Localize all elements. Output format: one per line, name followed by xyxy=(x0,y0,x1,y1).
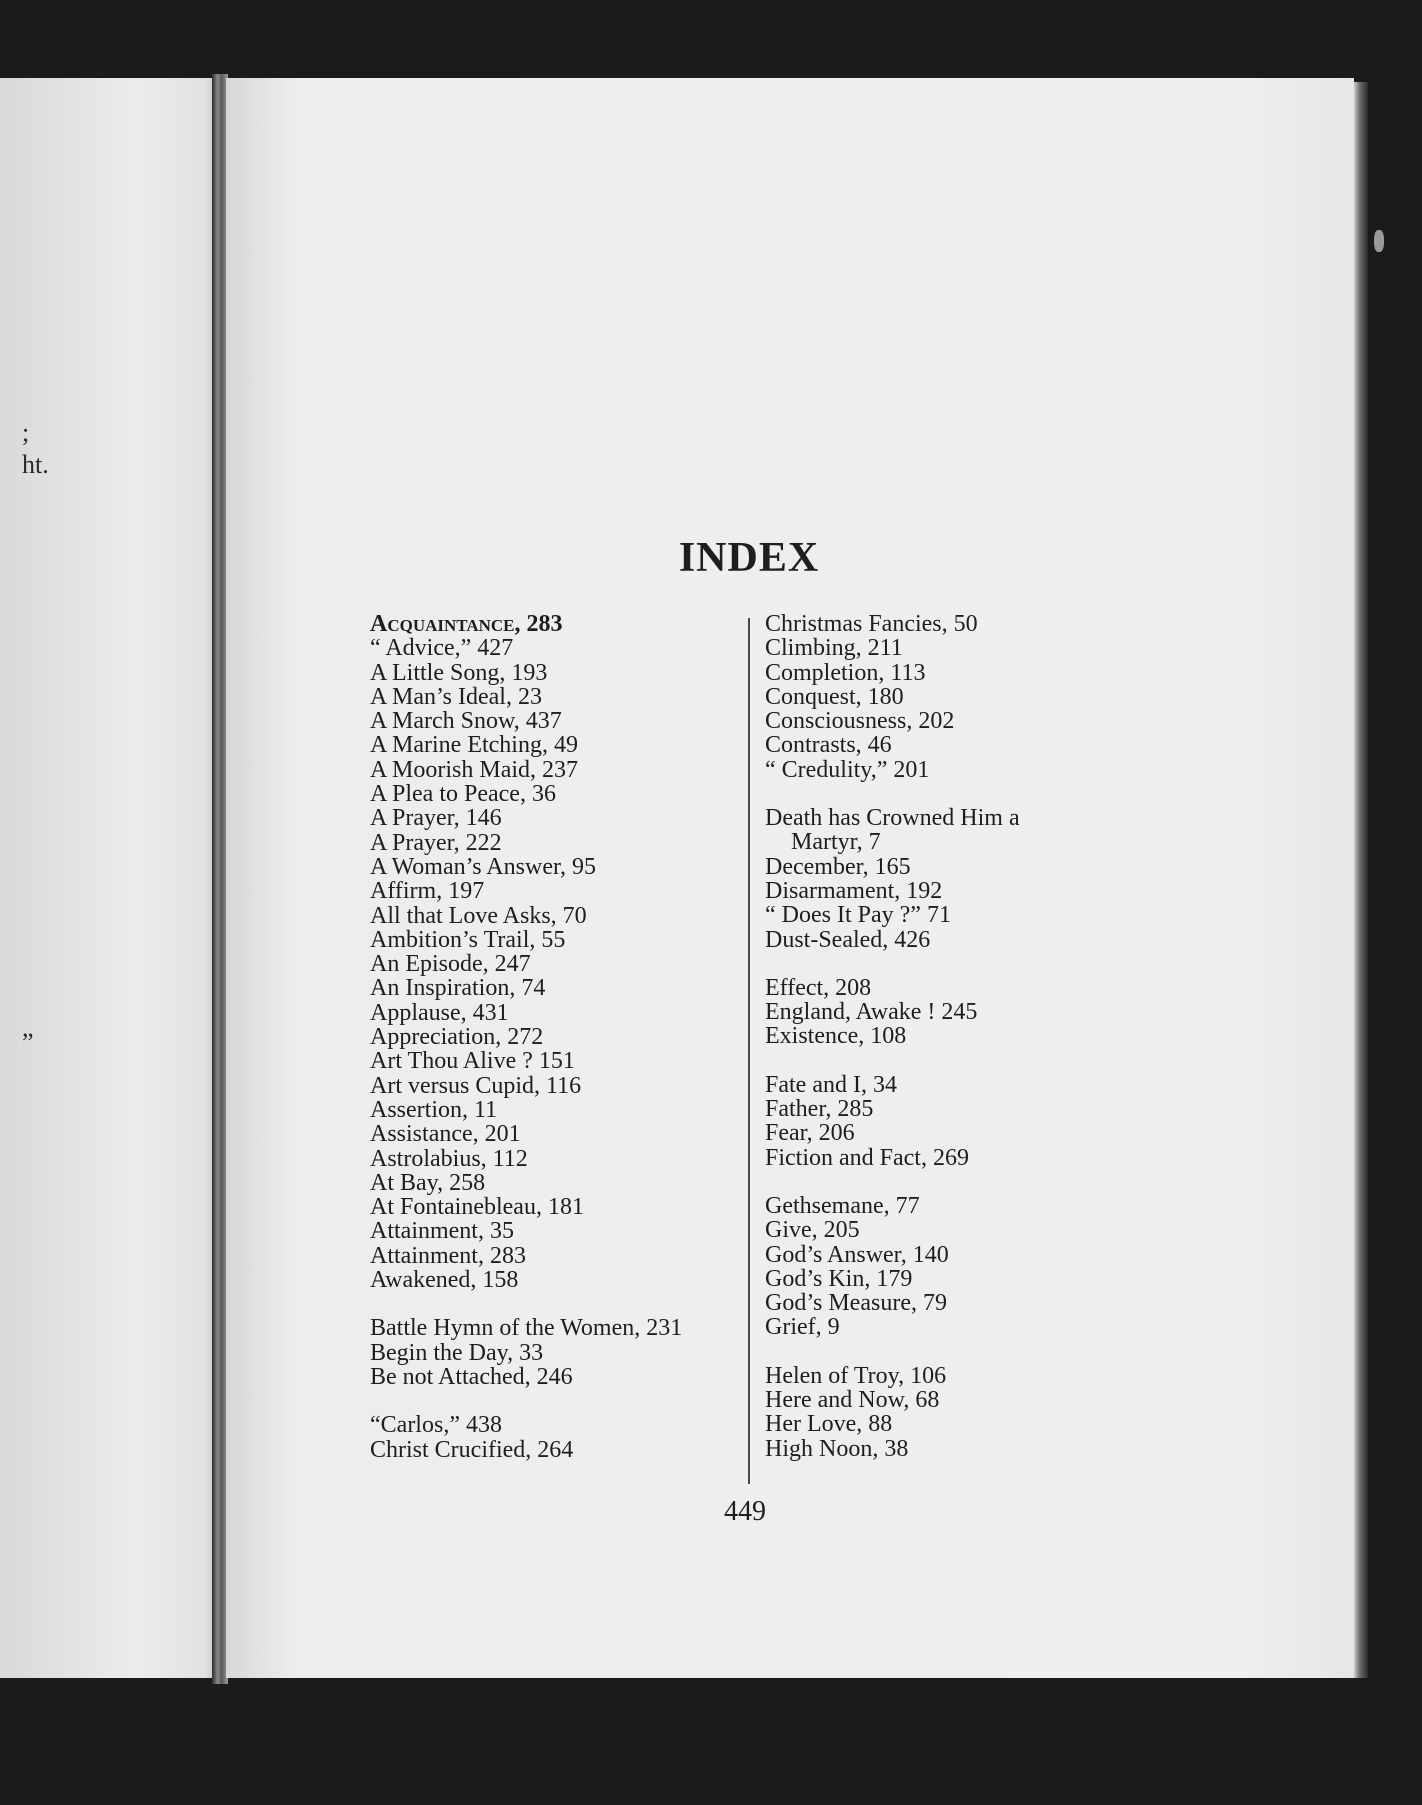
index-entry-text: “ Does It Pay ?” 71 xyxy=(765,902,951,929)
index-entry-text: Christmas Fancies, 50 xyxy=(765,611,978,637)
index-entry-text: Consciousness, 202 xyxy=(765,708,955,735)
index-entry-text: Effect, 208 xyxy=(765,974,872,1001)
index-entry xyxy=(370,1122,740,1146)
index-entry-text: High Noon, 38 xyxy=(765,1435,909,1462)
index-entry xyxy=(370,831,740,855)
index-entry xyxy=(370,1365,740,1389)
index-entry xyxy=(765,612,1135,636)
index-entry xyxy=(765,903,1135,927)
index-entry xyxy=(765,1218,1135,1242)
index-entry-text: Begin the Day, 33 xyxy=(370,1339,544,1366)
index-column-right xyxy=(765,612,1135,1461)
index-entry-text: Art Thou Alive ? 151 xyxy=(370,1048,575,1075)
scan-speck xyxy=(1374,230,1384,252)
index-entry xyxy=(765,1097,1135,1121)
index-entry-text: “ Advice,” 427 xyxy=(370,635,514,662)
index-entry xyxy=(765,1024,1135,1048)
index-entry xyxy=(765,1194,1135,1218)
index-entry-text: Fiction and Fact, 269 xyxy=(765,1144,969,1171)
index-entry xyxy=(765,733,1135,757)
index-entry xyxy=(370,709,740,733)
index-entry xyxy=(765,1243,1135,1267)
index-entry-text: Acquaintance, 283 xyxy=(370,611,563,637)
index-entry-text: Applause, 431 xyxy=(370,999,509,1026)
index-entry xyxy=(370,879,740,903)
index-entry-text: England, Awake ! 245 xyxy=(765,999,978,1026)
index-entry-text: God’s Measure, 79 xyxy=(765,1290,947,1317)
index-entry-continuation: Martyr, 7 xyxy=(791,829,881,856)
index-entry xyxy=(765,1364,1135,1388)
index-entry xyxy=(370,806,740,830)
index-entry xyxy=(370,612,740,636)
index-entry xyxy=(370,1001,740,1025)
index-entry xyxy=(370,952,740,976)
index-entry-text: A Prayer, 222 xyxy=(370,829,502,856)
index-entry-text: Battle Hymn of the Women, 231 xyxy=(370,1315,683,1342)
index-entry xyxy=(370,1316,740,1340)
index-entry-text: An Inspiration, 74 xyxy=(370,975,546,1002)
index-entry-text: Fear, 206 xyxy=(765,1120,855,1147)
index-entry xyxy=(370,1438,740,1462)
index-entry-text: Climbing, 211 xyxy=(765,635,903,662)
index-entry xyxy=(370,636,740,660)
index-column-left xyxy=(370,612,740,1462)
index-entry xyxy=(765,1388,1135,1412)
index-entry xyxy=(370,1219,740,1243)
index-entry-text: Completion, 113 xyxy=(765,659,926,686)
index-entry xyxy=(370,1098,740,1122)
index-entry-text: Disarmament, 192 xyxy=(765,877,943,904)
index-entry-text: Awakened, 158 xyxy=(370,1267,519,1294)
index-entry-text: Assistance, 201 xyxy=(370,1121,521,1148)
index-entry-text: A Prayer, 146 xyxy=(370,805,502,832)
index-entry-text: Conquest, 180 xyxy=(765,683,904,710)
index-entry xyxy=(765,879,1135,903)
index-entry-text: Here and Now, 68 xyxy=(765,1387,940,1414)
index-entry xyxy=(765,661,1135,685)
index-entry xyxy=(765,636,1135,660)
index-entry xyxy=(765,758,1135,782)
index-entry xyxy=(370,1195,740,1219)
index-entry-text: Contrasts, 46 xyxy=(765,732,892,759)
left-page xyxy=(0,78,222,1678)
index-entry xyxy=(370,855,740,879)
index-entry-text: Attainment, 283 xyxy=(370,1242,526,1269)
index-entry xyxy=(765,1146,1135,1170)
index-entry xyxy=(370,1413,740,1437)
index-entry-text: A Man’s Ideal, 23 xyxy=(370,683,542,710)
index-entry xyxy=(765,1437,1135,1461)
index-entry xyxy=(765,685,1135,709)
index-entry-text: A Moorish Maid, 237 xyxy=(370,756,579,783)
column-divider xyxy=(748,618,750,1484)
page-title: INDEX xyxy=(678,535,820,581)
page-number: 449 xyxy=(724,1496,766,1527)
index-entry-text: “ Credulity,” 201 xyxy=(765,756,930,783)
index-entry-text: Helen of Troy, 106 xyxy=(765,1362,947,1389)
index-entry-text: A Woman’s Answer, 95 xyxy=(370,853,596,880)
index-entry xyxy=(765,1121,1135,1145)
index-entry-text: Astrolabius, 112 xyxy=(370,1145,528,1172)
index-entry xyxy=(370,1074,740,1098)
index-entry xyxy=(765,1291,1135,1315)
index-entry-text: An Episode, 247 xyxy=(370,951,531,978)
left-page-fragment: ht. xyxy=(22,450,49,479)
index-entry-text: Give, 205 xyxy=(765,1217,860,1244)
index-entry xyxy=(765,1315,1135,1339)
index-entry-text: Appreciation, 272 xyxy=(370,1024,544,1051)
index-entry xyxy=(765,1000,1135,1024)
index-entry xyxy=(370,1147,740,1171)
index-entry xyxy=(370,782,740,806)
index-entry-text: Fate and I, 34 xyxy=(765,1071,897,1098)
index-entry xyxy=(370,758,740,782)
left-page-fragment: ; xyxy=(22,418,30,447)
index-entry-text: At Bay, 258 xyxy=(370,1169,486,1196)
index-entry xyxy=(370,1341,740,1365)
index-entry-text: Assertion, 11 xyxy=(370,1096,498,1123)
index-entry-text: A Marine Etching, 49 xyxy=(370,732,578,759)
index-entry xyxy=(370,1171,740,1195)
index-entry-text: December, 165 xyxy=(765,853,911,880)
index-entry-text: Attainment, 35 xyxy=(370,1218,514,1245)
index-entry-text: God’s Answer, 140 xyxy=(765,1241,949,1268)
index-entry-text: A Little Song, 193 xyxy=(370,659,548,686)
index-entry-text: A March Snow, 437 xyxy=(370,708,562,735)
index-entry xyxy=(370,661,740,685)
index-entry-text: Existence, 108 xyxy=(765,1023,907,1050)
index-entry xyxy=(370,1025,740,1049)
index-entry-text: Gethsemane, 77 xyxy=(765,1192,920,1219)
index-entry-text: Dust-Sealed, 426 xyxy=(765,926,931,953)
index-entry xyxy=(765,1073,1135,1097)
index-entry xyxy=(370,1049,740,1073)
index-entry xyxy=(370,928,740,952)
index-entry-text: Be not Attached, 246 xyxy=(370,1363,573,1390)
index-entry-text: Father, 285 xyxy=(765,1096,874,1123)
index-entry xyxy=(765,1267,1135,1291)
index-entry xyxy=(765,928,1135,952)
index-entry xyxy=(765,976,1135,1000)
index-entry-text: “Carlos,” 438 xyxy=(370,1412,502,1439)
index-entry-text: A Plea to Peace, 36 xyxy=(370,781,556,808)
index-entry xyxy=(370,685,740,709)
page-edge xyxy=(1354,82,1368,1678)
index-entry xyxy=(765,709,1135,733)
index-entry-text: Ambition’s Trail, 55 xyxy=(370,926,566,953)
index-entry-text: Grief, 9 xyxy=(765,1314,840,1341)
index-entry xyxy=(765,806,1135,855)
index-entry-text: At Fontainebleau, 181 xyxy=(370,1194,584,1221)
left-page-fragment: ” xyxy=(22,1028,34,1057)
index-entry xyxy=(370,1268,740,1292)
index-entry xyxy=(370,733,740,757)
index-entry-text: Christ Crucified, 264 xyxy=(370,1436,574,1463)
index-entry xyxy=(370,904,740,928)
index-entry xyxy=(370,976,740,1000)
index-entry xyxy=(765,1412,1135,1436)
index-entry xyxy=(370,1244,740,1268)
index-entry-text: Art versus Cupid, 116 xyxy=(370,1072,582,1099)
index-entry-text: Death has Crowned Him a xyxy=(765,805,1020,832)
index-entry xyxy=(765,855,1135,879)
index-entry-text: Affirm, 197 xyxy=(370,878,485,905)
index-entry-text: Her Love, 88 xyxy=(765,1411,893,1438)
index-entry-text: God’s Kin, 179 xyxy=(765,1265,913,1292)
index-entry-text: All that Love Asks, 70 xyxy=(370,902,587,929)
